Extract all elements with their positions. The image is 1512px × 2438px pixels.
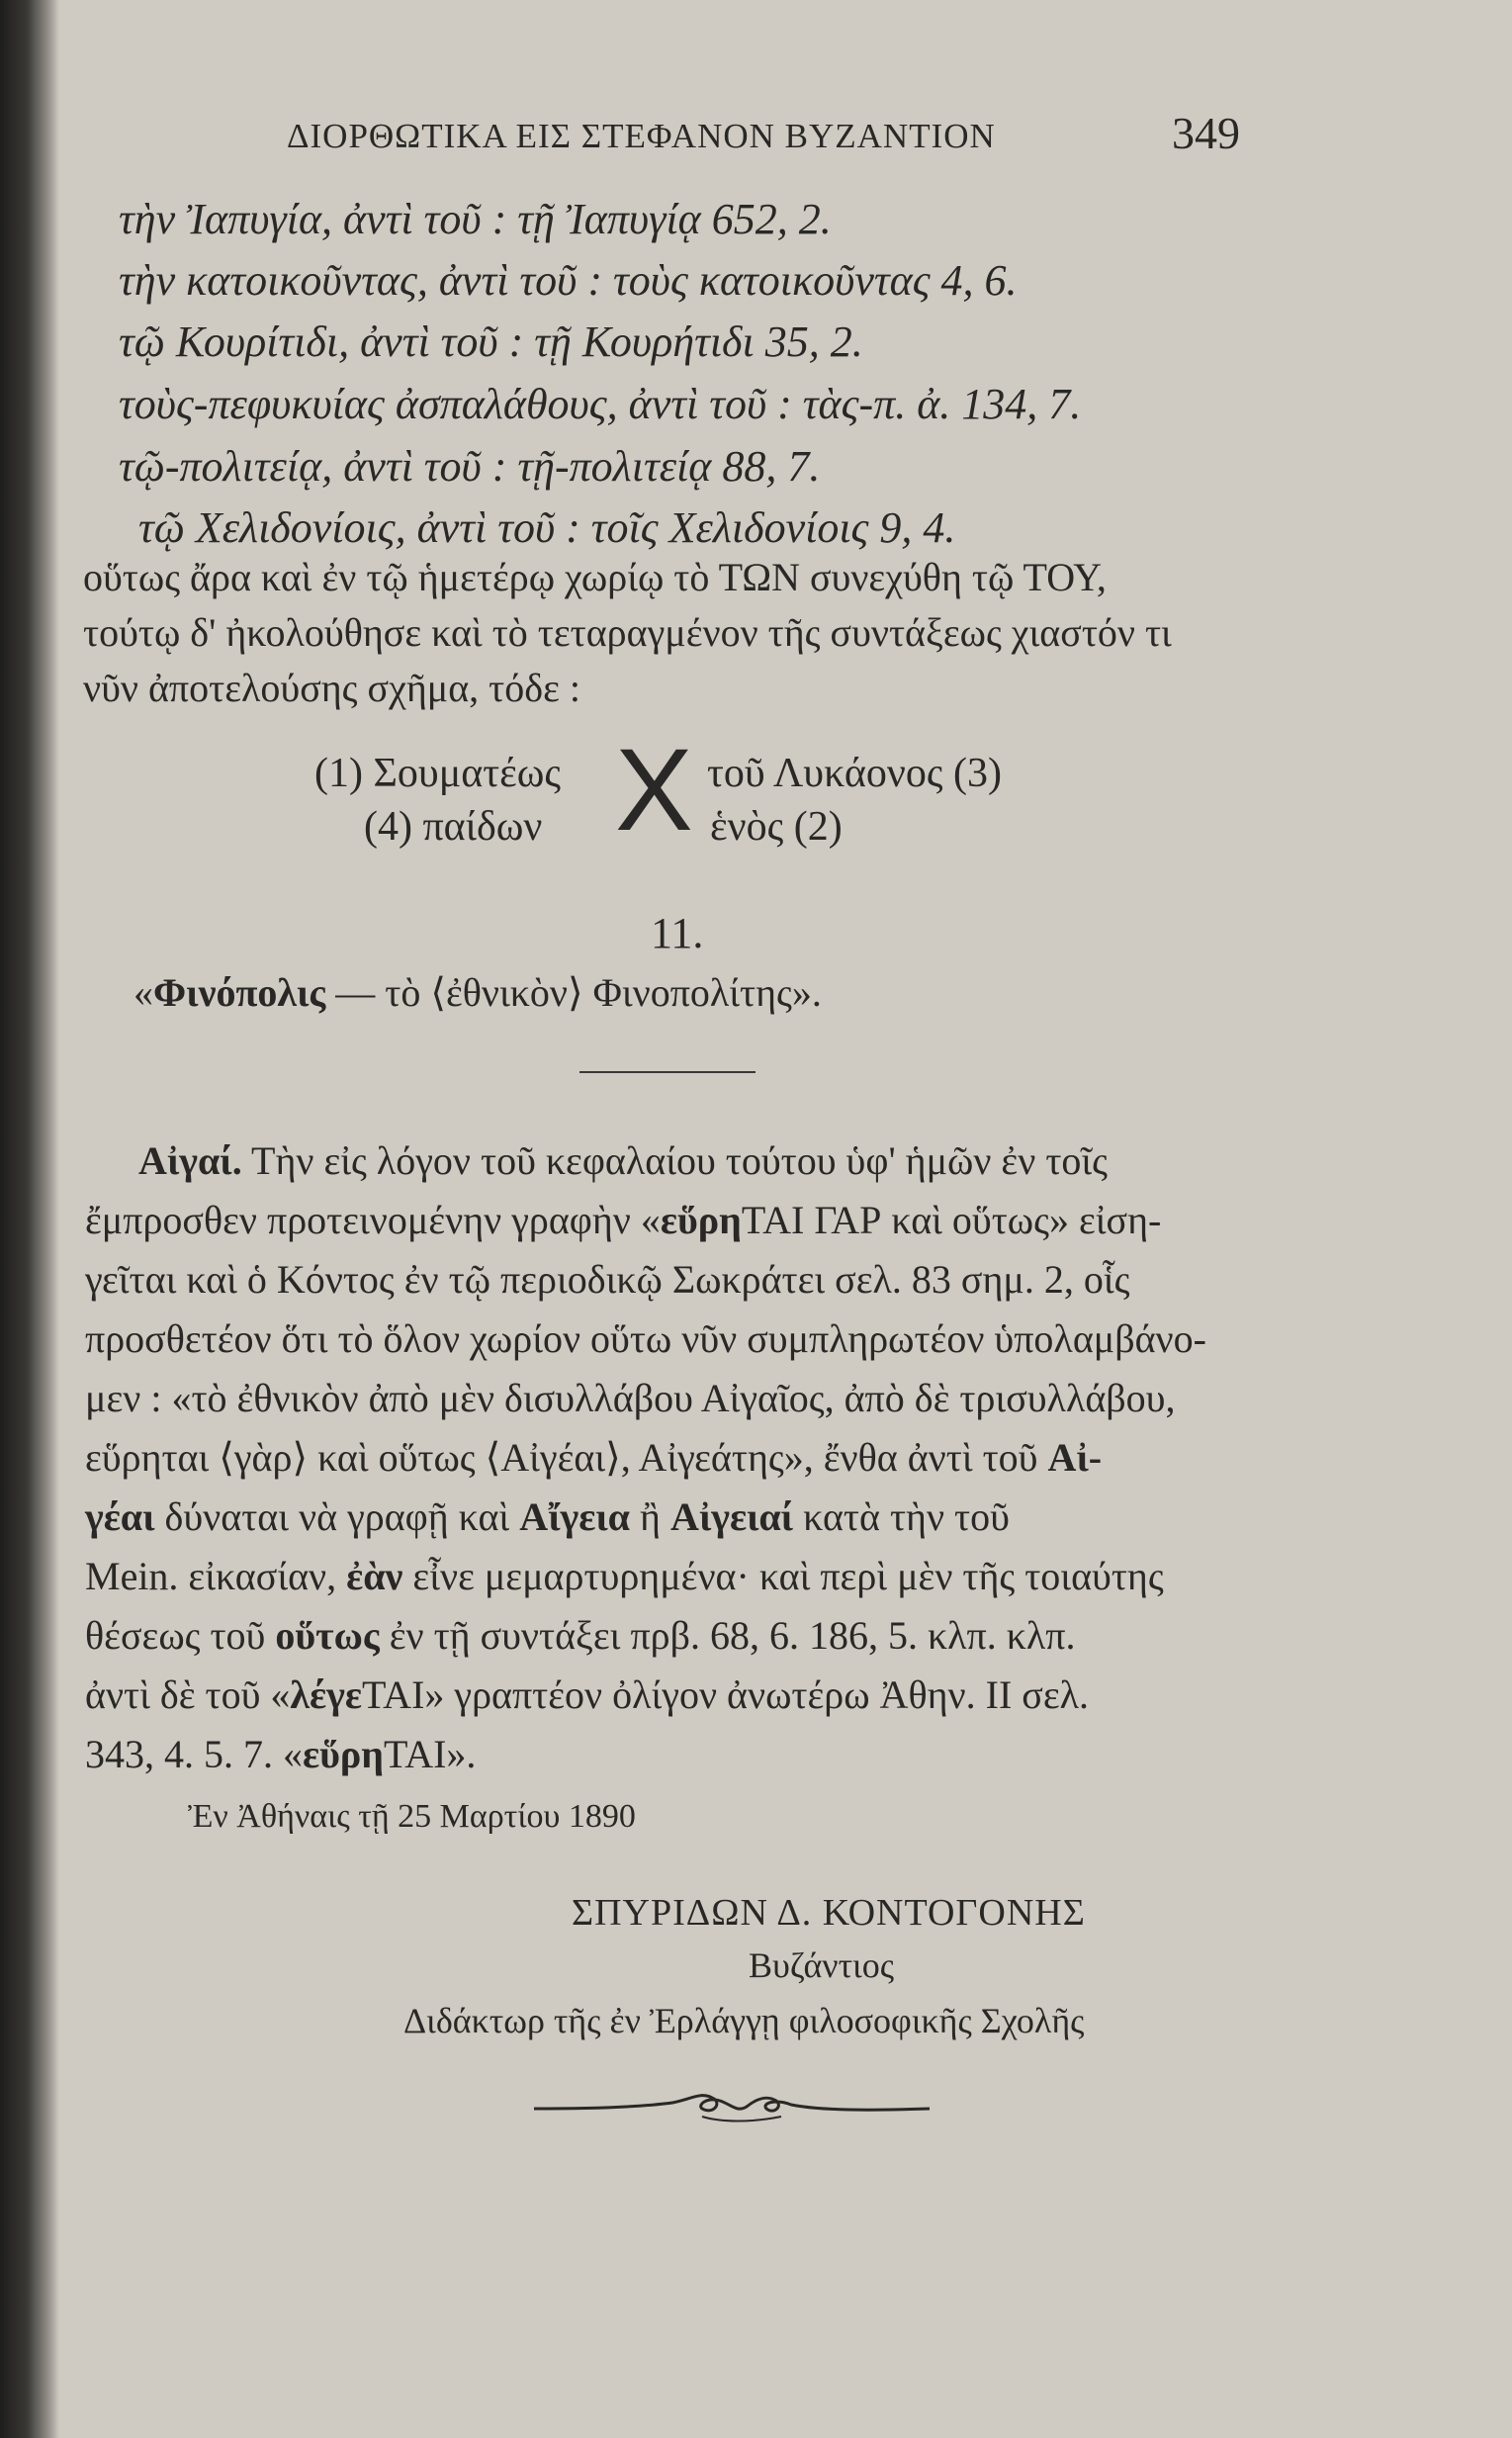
page-number: 349 [1172, 108, 1240, 158]
paragraph-line [85, 1434, 1102, 1481]
open-quote: « [133, 970, 153, 1015]
scheme-bottom-left: (4) παίδων [364, 804, 543, 850]
correction-line: τοὺς-πεφυκυίας ἀσπαλάθους, ἀντὶ τοῦ : τὰς-π. ἀ. 134, 7. [119, 380, 1082, 428]
text-span: ἔμπροσθεν προτεινομένην γραφὴν « [85, 1198, 661, 1242]
bold-word: ἐὰν [346, 1554, 403, 1598]
paragraph-line: τούτῳ δ' ἠκολούθησε καὶ τὸ τεταραγμένον τῆς συντάξεως χιαστόν τι [83, 610, 1172, 655]
bold-word: Αἰγειαί [669, 1494, 794, 1539]
section-divider [579, 1071, 756, 1073]
text-span: εἶνε μεμαρτυρημένα· καὶ περὶ μὲν τῆς τοιαύτης [402, 1554, 1164, 1598]
lemma-word: Φινόπολις [153, 970, 326, 1015]
text-span: κατὰ τὴν τοῦ [793, 1494, 1010, 1539]
paragraph-line: γεῖται καὶ ὁ Κόντος ἐν τῷ περιοδικῷ Σωκράτει σελ. 83 σημ. 2, οἷς [85, 1257, 1130, 1302]
paragraph-line [138, 1137, 1108, 1184]
chiasmus-symbol: X [615, 725, 693, 856]
paragraph-line [85, 1493, 1010, 1540]
section-lemma-line [133, 969, 822, 1016]
paragraph-line [85, 1671, 1089, 1718]
bold-word: Αἰ- [1047, 1435, 1103, 1480]
paragraph-line: προσθετέον ὅτι τὸ ὅλον χωρίον οὕτω νῦν συμπληρωτέον ὑπολαμβάνο- [85, 1316, 1206, 1361]
end-ornament-icon [524, 2077, 939, 2136]
lemma-rest: — τὸ ⟨ἐθνικὸν⟩ Φινοπολίτης». [325, 970, 822, 1015]
correction-line: τῷ Κουρίτιδι, ἀντὶ τοῦ : τῇ Κουρήτιδι 35, 2. [119, 317, 863, 366]
bold-word: οὕτως [275, 1613, 380, 1658]
scheme-top-left: (1) Σουματέως [314, 751, 562, 796]
paragraph-line [85, 1612, 1075, 1659]
text-span: ἢ [630, 1494, 670, 1539]
bold-word: γέαι [85, 1494, 155, 1539]
author-name: ΣΠΥΡΙΔΩΝ Δ. ΚΟΝΤΟΓΟΝΗΣ [572, 1892, 1086, 1934]
text-span: 343, 4. 5. 7. « [85, 1732, 303, 1776]
paragraph-line: νῦν ἀποτελούσης σχῆμα, τόδε : [83, 666, 580, 710]
paragraph-line: οὕτως ἄρα καὶ ἐν τῷ ἡμετέρῳ χωρίῳ τὸ ΤΩΝ συνεχύθη τῷ ΤΟΥ, [83, 555, 1107, 599]
paragraph-line: μεν : «τὸ ἐθνικὸν ἀπὸ μὲν δισυλλάβου Αἰγαῖος, ἀπὸ δὲ τρισυλλάβου, [85, 1376, 1176, 1420]
correction-line: τῷ-πολιτείᾳ, ἀντὶ τοῦ : τῇ-πολιτείᾳ 88, 7. [119, 442, 821, 491]
correction-line: τὴν κατοικοῦντας, ἀντὶ τοῦ : τοὺς κατοικοῦντας 4, 6. [119, 256, 1018, 305]
date-line: Ἐν Ἀθήναις τῇ 25 Μαρτίου 1890 [188, 1798, 636, 1835]
text-span: ἐν τῇ συντάξει πρβ. 68, 6. 186, 5. κλπ. κλπ. [379, 1613, 1076, 1658]
bold-word: εὕρη [303, 1732, 384, 1776]
bold-word: λέγε [290, 1672, 362, 1717]
text-span: ΤΑΙ». [383, 1732, 477, 1776]
text-span: δύναται νὰ γραφῇ καὶ [154, 1494, 520, 1539]
text-span: ΤΑΙ ΓΑΡ καὶ οὕτως» εἰση- [741, 1198, 1162, 1242]
text-span: ἀντὶ δὲ τοῦ « [85, 1672, 291, 1717]
bold-word: Αἰγαί. [138, 1138, 242, 1183]
author-origin: Βυζάντιος [749, 1945, 894, 1985]
scheme-top-right: τοῦ Λυκάονος (3) [707, 751, 1002, 796]
paragraph-line [85, 1197, 1161, 1243]
scheme-bottom-right: ἑνὸς (2) [710, 804, 843, 850]
paragraph-line [85, 1731, 476, 1777]
text-span: εὕρηται ⟨γὰρ⟩ καὶ οὕτως ⟨Αἰγέαι⟩, Αἰγεάτης», ἔνθα ἀντὶ τοῦ [85, 1435, 1048, 1480]
running-title: ΔΙΟΡΘΩΤΙΚΑ ΕΙΣ ΣΤΕΦΑΝΟΝ ΒΥΖΑΝΤΙΟΝ [287, 117, 996, 155]
author-role: Διδάκτωρ τῆς ἐν Ἐρλάγγῃ φιλοσοφικῆς Σχολῆς [403, 2001, 1085, 2040]
paragraph-line [85, 1553, 1164, 1599]
section-number: 11. [651, 909, 704, 957]
text-span: ΤΑΙ» γραπτέον ὀλίγον ἀνωτέρω Ἀθην. II σελ. [361, 1672, 1090, 1717]
text-span: Τὴν εἰς λόγον τοῦ κεφαλαίου τούτου ὑφ' ἡμῶν ἐν τοῖς [241, 1138, 1108, 1183]
text-span: Mein. εἰκασίαν, [85, 1554, 347, 1598]
correction-line: τὴν Ἰαπυγία, ἀντὶ τοῦ : τῇ Ἰαπυγίᾳ 652, 2. [119, 195, 832, 243]
correction-line: τῷ Χελιδονίοις, ἀντὶ τοῦ : τοῖς Χελιδονίοις 9, 4. [138, 503, 956, 552]
bold-word: εὕρη [660, 1198, 742, 1242]
text-span: θέσεως τοῦ [85, 1613, 276, 1658]
bold-word: Αἴγεια [519, 1494, 631, 1539]
